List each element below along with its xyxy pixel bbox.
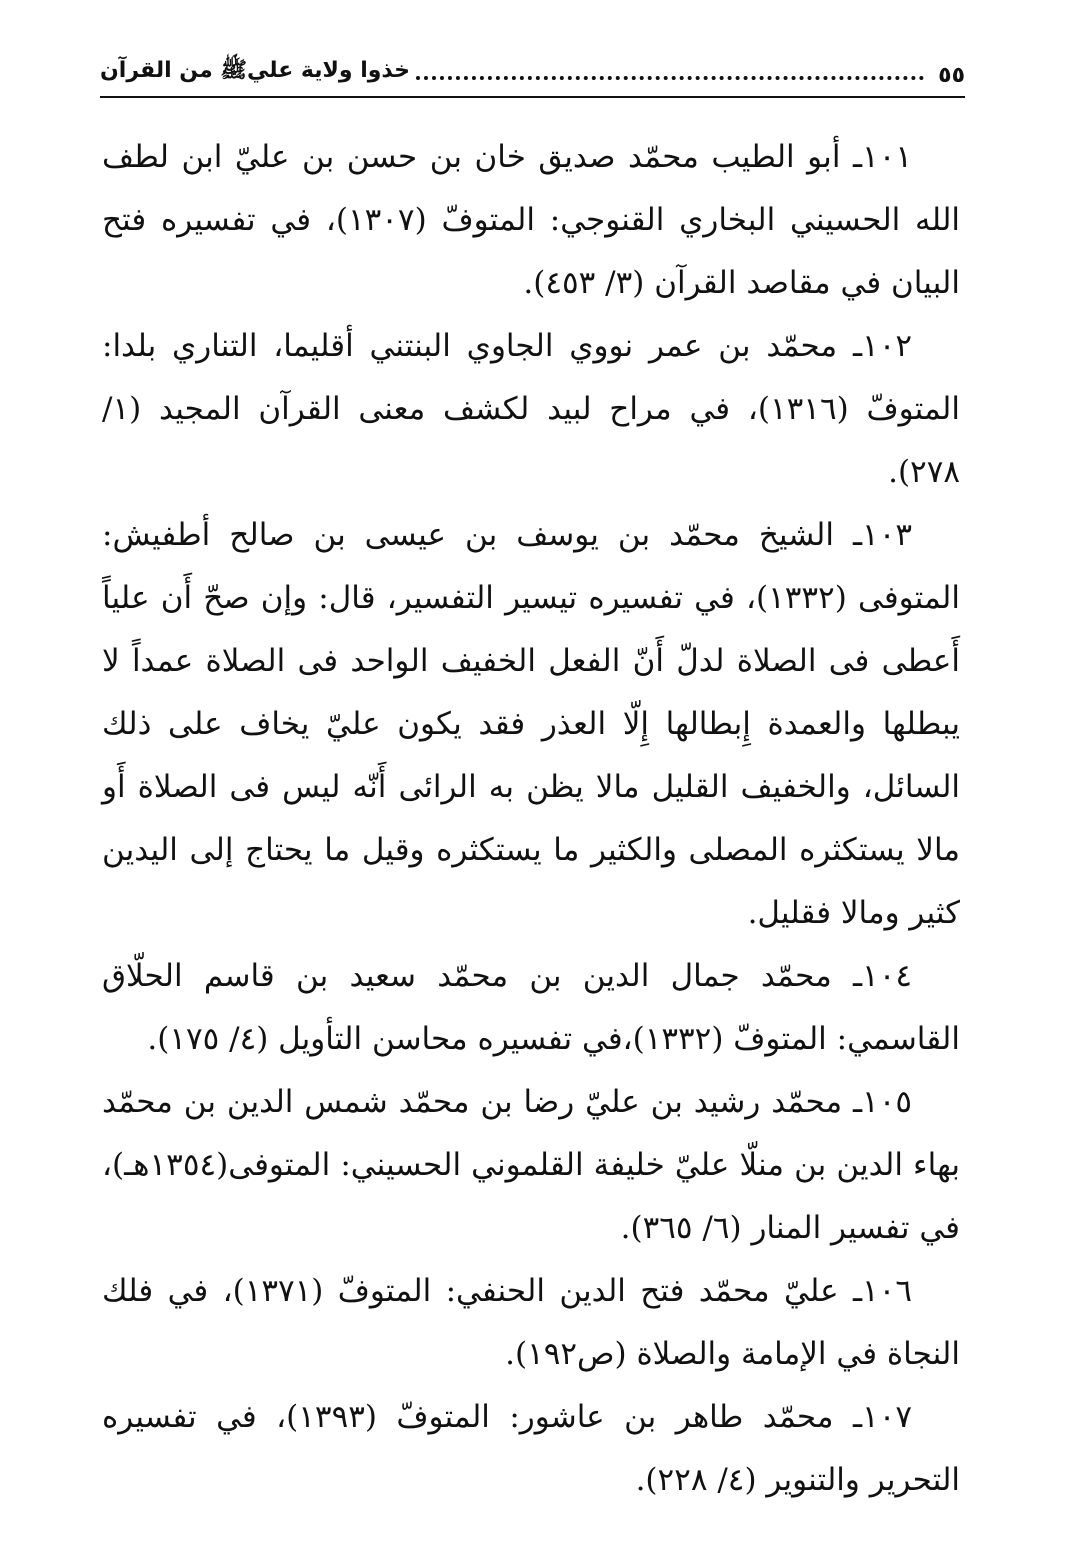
dotted-leader: [416, 76, 924, 80]
entry-105: ١٠٥ـ محمّد رشيد بن عليّ رضا بن محمّد شمس الدين بن محمّد بهاء الدين بن منلّا عليّ خليفة القلموني الحسيني: المتوفى(١٣٥٤هـ)، في تفسير المنار (٦/ ٣٦٥).: [102, 1084, 960, 1246]
entry-101: ١٠١ـ أبو الطيب محمّد صديق خان بن حسن بن عليّ ابن لطف الله الحسيني البخاري القنوجي: المتوفّ (١٣٠٧)، في تفسيره فتح البيان في مقاصد القرآن (٣/ ٤٥٣).: [102, 139, 960, 301]
entry-104: ١٠٤ـ محمّد جمال الدين بن محمّد سعيد بن قاسم الحلّاق القاسمي: المتوفّ (١٣٣٢)،في تفسيره محاسن التأويل (٤/ ١٧٥).: [102, 958, 960, 1057]
body-text: [102, 126, 960, 1512]
header-divider: [100, 96, 965, 98]
entry-107: ١٠٧ـ محمّد طاهر بن عاشور: المتوفّ (١٣٩٣)، في تفسيره التحرير والتنوير (٤/ ٢٢٨).: [102, 1399, 960, 1498]
running-title: خذوا ولاية عليﷺ من القرآن: [100, 58, 410, 83]
entry-103: ١٠٣ـ الشيخ محمّد بن يوسف بن عيسى بن صالح أطفيش: المتوفى (١٣٣٢)، في تفسيره تيسير التفسير، قال: وإن صحّ أَن علياً أَعطى فى الصلاة لدلّ أَنّ الفعل الخفيف الواحد فى الصلاة عمداً لا يبطلها والعمدة إِبطالها إِلّا العذر فقد يكون عليّ يخاف على ذلك السائل، والخفيف القليل مالا يظن به الرائى أَنّه ليس فى الصلاة أَو مالا يستكثره المصلى والكثير ما يستكثره وقيل ما يحتاج إلى اليدين كثير ومالا فقليل.: [102, 517, 960, 931]
page-number: ٥٥: [938, 63, 965, 88]
running-header: [100, 48, 965, 88]
entry-106: ١٠٦ـ عليّ محمّد فتح الدين الحنفي: المتوفّ (١٣٧١)، في فلك النجاة في الإمامة والصلاة (ص١٩٢).: [102, 1273, 960, 1372]
entry-102: ١٠٢ـ محمّد بن عمر نووي الجاوي البنتني أقليما، التناري بلدا: المتوفّ (١٣١٦)، في مراح لبيد لكشف معنى القرآن المجيد (١/ ٢٧٨).: [102, 328, 960, 490]
